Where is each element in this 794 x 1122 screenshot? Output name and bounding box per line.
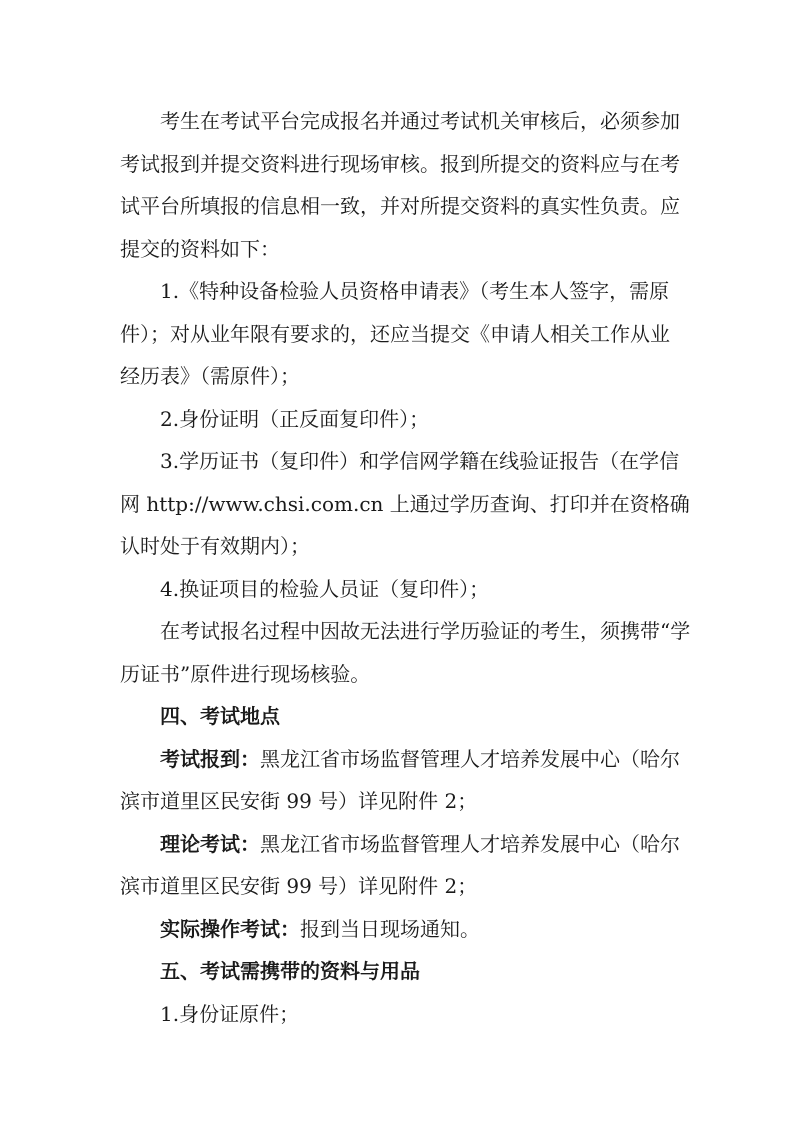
text-line: 1.《特种设备检验人员资格申请表》（考生本人签字，需原 [160, 279, 670, 303]
practical-label: 实际操作考试： [160, 916, 300, 941]
heading-text: 五、考试需携带的资料与用品 [160, 959, 420, 983]
intro-paragraph [120, 100, 680, 270]
text-line [120, 908, 680, 951]
text-line: 3.学历证书（复印件）和学信网学籍在线验证报告（在学信 [160, 449, 680, 473]
theory-label: 理论考试： [160, 831, 260, 856]
text-line: 滨市道里区民安街 99 号）详见附件 2； [120, 789, 478, 813]
text-line: 在考试报名过程中因故无法进行学历验证的考生，须携带“学 [160, 619, 691, 643]
practical-exam-location [120, 908, 680, 951]
theory-text: 黑龙江省市场监督管理人才培养发展中心（哈尔 [260, 831, 680, 856]
verification-paragraph [120, 610, 691, 695]
exam-checkin-location [120, 738, 680, 823]
section-heading-materials [120, 950, 680, 993]
text-line: 1.身份证原件； [160, 1001, 300, 1026]
text-line: 考生在考试平台完成报名并通过考试机关审核后，必须参加 [160, 109, 680, 133]
text-line: 试平台所填报的信息相一致，并对所提交资料的真实性负责。应 [120, 194, 680, 218]
text-line: 件）；对从业年限有要求的，还应当提交《申请人相关工作从业 [120, 321, 670, 346]
text-line: 提交的资料如下： [120, 236, 280, 261]
document-body [120, 100, 691, 1035]
list-item-application-form [120, 270, 680, 398]
list-item-id-card-original [120, 993, 680, 1036]
text-line [120, 823, 680, 866]
text-line: 经历表》（需原件）； [120, 364, 300, 388]
checkin-label: 考试报到： [160, 746, 260, 771]
text-line: 2.身份证明（正反面复印件）； [160, 406, 430, 431]
text-line: 历证书”原件进行现场核验。 [120, 661, 371, 686]
text-line: 考试报到并提交资料进行现场审核。报到所提交的资料应与在考 [120, 151, 680, 176]
practical-text: 报到当日现场通知。 [300, 916, 480, 941]
text-line: 4.换证项目的检验人员证（复印件）； [160, 576, 490, 601]
list-item-education-certificate [120, 440, 690, 568]
section-heading-exam-location [120, 695, 680, 738]
text-line [120, 738, 680, 781]
list-item-inspector-certificate [120, 568, 680, 611]
text-line: 认时处于有效期内）； [120, 534, 310, 558]
text-line: 滨市道里区民安街 99 号）详见附件 2； [120, 874, 478, 898]
list-item-id-proof [120, 398, 680, 441]
theory-exam-location [120, 823, 680, 908]
heading-text: 四、考试地点 [160, 704, 280, 728]
text-line: 网 http://www.chsi.com.cn 上通过学历查询、打印并在资格确 [120, 491, 690, 516]
checkin-text: 黑龙江省市场监督管理人才培养发展中心（哈尔 [260, 746, 680, 771]
